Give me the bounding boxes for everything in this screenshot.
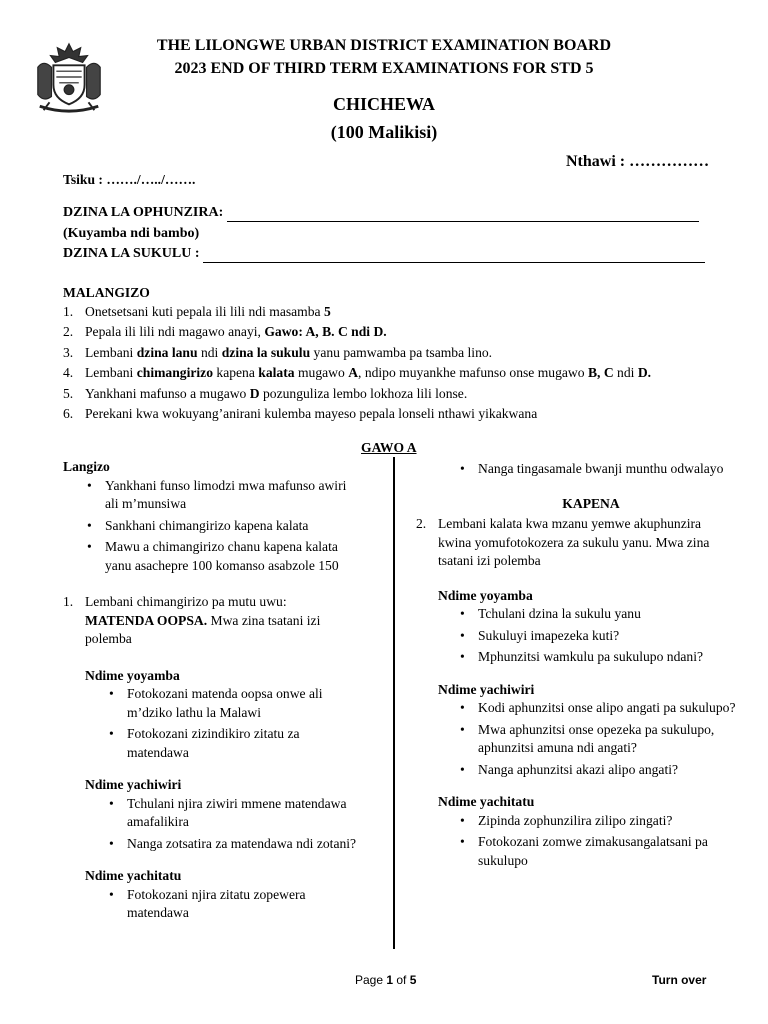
question-1: 1. Lembani chimangirizo pa mutu uwu: MATENDA OOPSA. Mwa zina tsatani izi polemba [63, 594, 321, 646]
student-name-field[interactable] [63, 205, 699, 222]
column-divider [393, 457, 395, 949]
list-item: • Mphunzitsi wamkulu pa sukulupo ndani? [456, 648, 736, 667]
q1-group-2: Ndime yachiwiri • Tchulani njira ziwiri mmene matendawa amafalikira • Nanga zotsatira za matendawa ndi zotani? [63, 776, 363, 853]
list-item: • Tchulani njira ziwiri mmene matendawa amafalikira [105, 795, 363, 832]
q1-group-3-continued [456, 460, 736, 479]
langizo-title: Langizo [63, 459, 110, 474]
exam-title: 2023 END OF THIRD TERM EXAMINATIONS FOR STD 5 [174, 60, 594, 77]
q1-group-3: Ndime yachitatu • Fotokozani njira zitatu zopewera matendawa [63, 867, 363, 923]
instruction-item: 2. Pepala ili lili ndi magawo anayi, Gawo: A, B. C ndi D. [63, 324, 387, 340]
subject-title: CHICHEWA [332, 94, 435, 114]
instruction-item: 3. Lembani dzina lanu ndi dzina la sukulu yanu pamwamba pa tsamba lino. [63, 344, 493, 360]
turn-over-label: Turn over [652, 973, 707, 987]
section-a-title: GAWO A [361, 440, 417, 455]
list-item: • Zipinda zophunzilira zilipo zingati? [456, 812, 736, 831]
list-item: • Fotokozani njira zitatu zopewera matendawa [105, 886, 363, 923]
list-item: • Yankhani funso limodzi mwa mafunso awiri ali m’munsiwa [83, 477, 363, 514]
instruction-item: 1. Onetsetsani kuti pepala ili lili ndi masamba 5 [63, 304, 331, 319]
kapena-label: KAPENA [562, 495, 620, 511]
list-item: • Sukuluyi imapezeka kuti? [456, 627, 736, 646]
list-item: • Mawu a chimangirizo chanu kapena kalata yanu asachepre 100 komanso asabzole 150 [83, 538, 363, 575]
q1-group-1: Ndime yoyamba • Fotokozani matenda oopsa onwe ali m’dziko lathu la Malawi • Fotokozani zizindikiro zitatu za matendawa [63, 667, 363, 763]
q2-group-2: Ndime yachiwiri • Kodi aphunzitsi onse alipo angati pa sukulupo? • Mwa aphunzitsi onse opezeka pa sukulupo, aphunzitsi amuna ndi angati? • Nanga aphunzitsi akazi alipo angati? [416, 681, 736, 780]
left-column [63, 458, 363, 926]
list-item: • Sankhani chimangirizo kapena kalata [83, 517, 363, 536]
list-item: • Fotokozani matenda oopsa onwe ali m’dziko lathu la Malawi [105, 685, 363, 722]
list-item: • Mwa aphunzitsi onse opezeka pa sukulupo, aphunzitsi amuna ndi angati? [456, 721, 736, 758]
page-number: Page 1 of 5 [355, 973, 417, 987]
school-name-label: DZINA LA SUKULU : [63, 246, 200, 261]
school-name-field[interactable] [63, 246, 705, 263]
marks-label: (100 Malikisi) [330, 122, 438, 142]
time-field: Nthawi : …………… [566, 153, 710, 170]
list-item: • Nanga tingasamale bwanji munthu odwalayo [456, 460, 736, 479]
date-field: Tsiku : ……./…../……. [63, 172, 196, 187]
instruction-item: 4. Lembani chimangirizo kapena kalata mugawo A, ndipo muyankhe mafunso onse mugawo B, C ndi D. [63, 365, 652, 381]
right-column [416, 460, 736, 873]
q2-group-3: Ndime yachitatu • Zipinda zophunzilira zilipo zingati? • Fotokozani zomwe zimakusangalatsani pa sukulupo [416, 793, 736, 870]
list-item: • Fotokozani zizindikiro zitatu za matendawa [105, 725, 363, 762]
list-item: • Tchulani dzina la sukulu yanu [456, 605, 736, 624]
list-item: • Nanga aphunzitsi akazi alipo angati? [456, 761, 736, 780]
instructions-title: MALANGIZO [63, 285, 150, 300]
surname-first-note: (Kuyamba ndi bambo) [63, 226, 200, 241]
student-name-label: DZINA LA OPHUNZIRA: [63, 205, 224, 220]
list-item: • Kodi aphunzitsi onse alipo angati pa sukulupo? [456, 699, 736, 718]
langizo-list [83, 477, 363, 576]
board-title: THE LILONGWE URBAN DISTRICT EXAMINATION BOARD [156, 37, 612, 54]
list-item: • Fotokozani zomwe zimakusangalatsani pa sukulupo [456, 833, 736, 870]
instructions-list [63, 302, 753, 424]
instruction-item: 5. Yankhani mafunso a mugawo D pozunguliza lembo lokhoza lili lonse. [63, 385, 468, 401]
student-name-line[interactable] [227, 205, 699, 222]
instruction-item: 6. Perekani kwa wokuyang’anirani kulemba mayeso pepala lonseli nthawi yikakwana [63, 405, 538, 421]
question-2: 2. Lembani kalata kwa mzanu yemwe akuphunzira kwina yomufotokozera za sukulu yanu. Mwa zina tsatani izi polemba [416, 516, 710, 568]
school-name-line[interactable] [203, 246, 705, 263]
q2-group-1: Ndime yoyamba • Tchulani dzina la sukulu yanu • Sukuluyi imapezeka kuti? • Mphunzitsi wamkulu pa sukulupo ndani? [416, 587, 736, 667]
list-item: • Nanga zotsatira za matendawa ndi zotani? [105, 835, 363, 854]
